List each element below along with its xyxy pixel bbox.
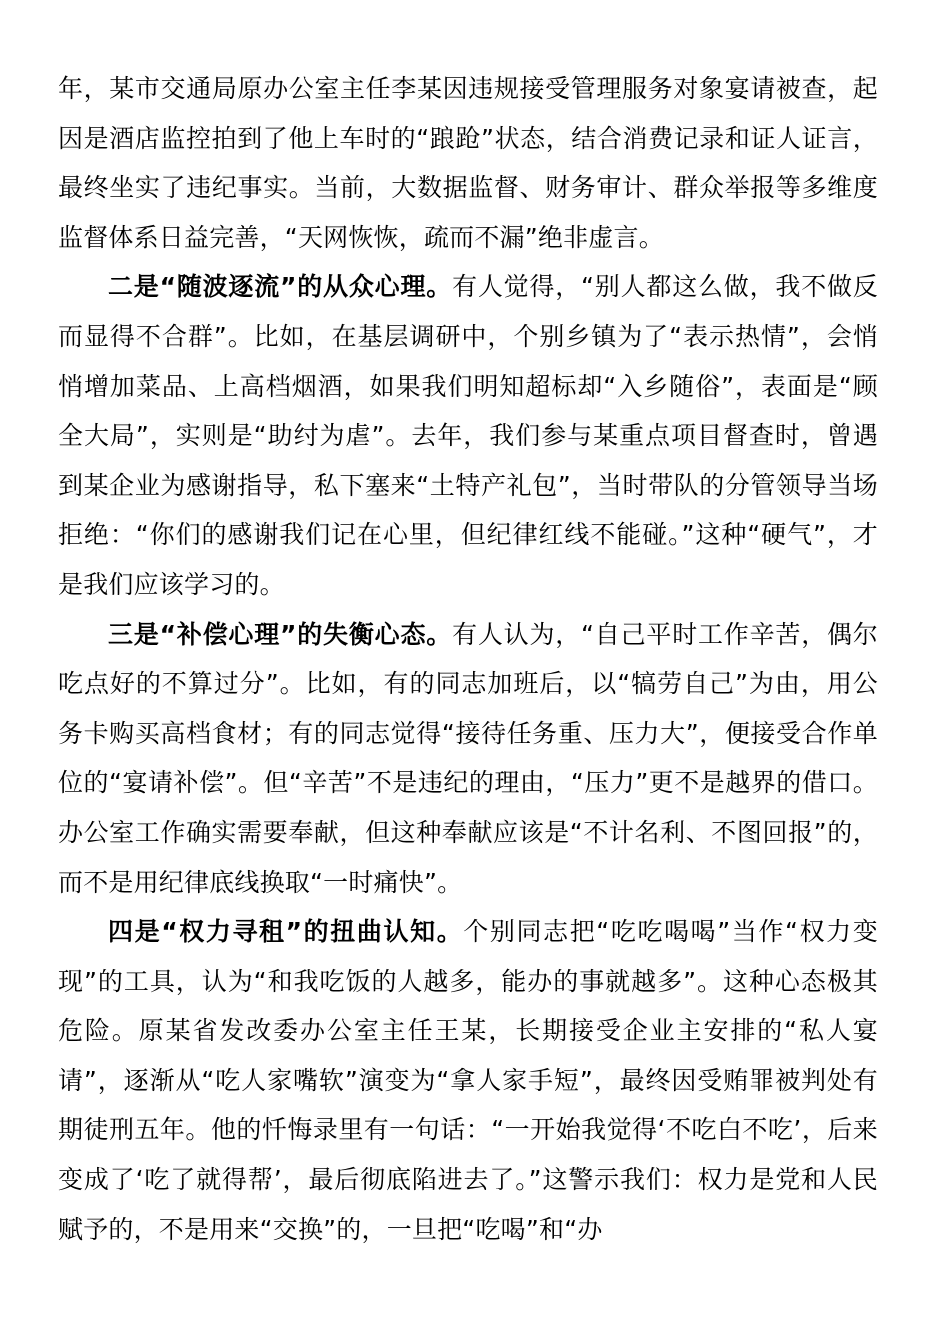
paragraph-body: 有人认为，“自己平时工作辛苦，偶尔吃点好的不算过分”。比如，有的同志加班后，以“犒劳自己”为由，用公务卡购买高档食材；有的同志觉得“接待任务重、压力大”，便接受合作单位的“宴请补偿”。但“辛苦”不是违纪的理由，“压力”更不是越界的借口。办公室工作确实需要奉献，但这种奉献应该是“不计名利、不图回报”的，而不是用纪律底线换取“一时痛快”。 (58, 619, 878, 897)
paragraph-point-three (58, 610, 878, 908)
paragraph-body: 个别同志把“吃吃喝喝”当作“权力变现”的工具，认为“和我吃饭的人越多，能办的事就越多”。这种心态极其危险。原某省发改委办公室主任王某，长期接受企业主安排的“私人宴请”，逐渐从“吃人家嘴软”演变为“拿人家手短”，最终因受贿罪被判处有期徒刑五年。他的忏悔录里有一句话：“一开始我觉得‘不吃白不吃’，后来变成了‘吃了就得帮’，最后彻底陷进去了。”这警示我们：权力是党和人民赋予的，不是用来“交换”的，一旦把“吃喝”和“办 (58, 917, 878, 1244)
paragraph-point-four (58, 907, 878, 1254)
paragraph-heading: 二是“随波逐流”的从众心理。 (108, 272, 453, 302)
paragraph-continuation (58, 64, 878, 262)
paragraph-point-two (58, 262, 878, 609)
paragraph-heading: 三是“补偿心理”的失衡心态。 (108, 619, 453, 649)
document-page (58, 64, 878, 1254)
paragraph-body: 有人觉得，“别人都这么做，我不做反而显得不合群”。比如，在基层调研中，个别乡镇为了“表示热情”，会悄悄增加菜品、上高档烟酒，如果我们明知超标却“入乡随俗”，表面是“顾全大局”，实则是“助纣为虐”。去年，我们参与某重点项目督查时，曾遇到某企业为感谢指导，私下塞来“土特产礼包”，当时带队的分管领导当场拒绝：“你们的感谢我们记在心里，但纪律红线不能碰。”这种“硬气”，才是我们应该学习的。 (58, 272, 878, 599)
paragraph-heading: 四是“权力寻租”的扭曲认知。 (108, 917, 464, 947)
paragraph-body: 年，某市交通局原办公室主任李某因违规接受管理服务对象宴请被查，起因是酒店监控拍到了他上车时的“踉跄”状态，结合消费记录和证人证言，最终坐实了违纪事实。当前，大数据监督、财务审计、群众举报等多维度监督体系日益完善，“天网恢恢，疏而不漏”绝非虚言。 (58, 74, 878, 252)
